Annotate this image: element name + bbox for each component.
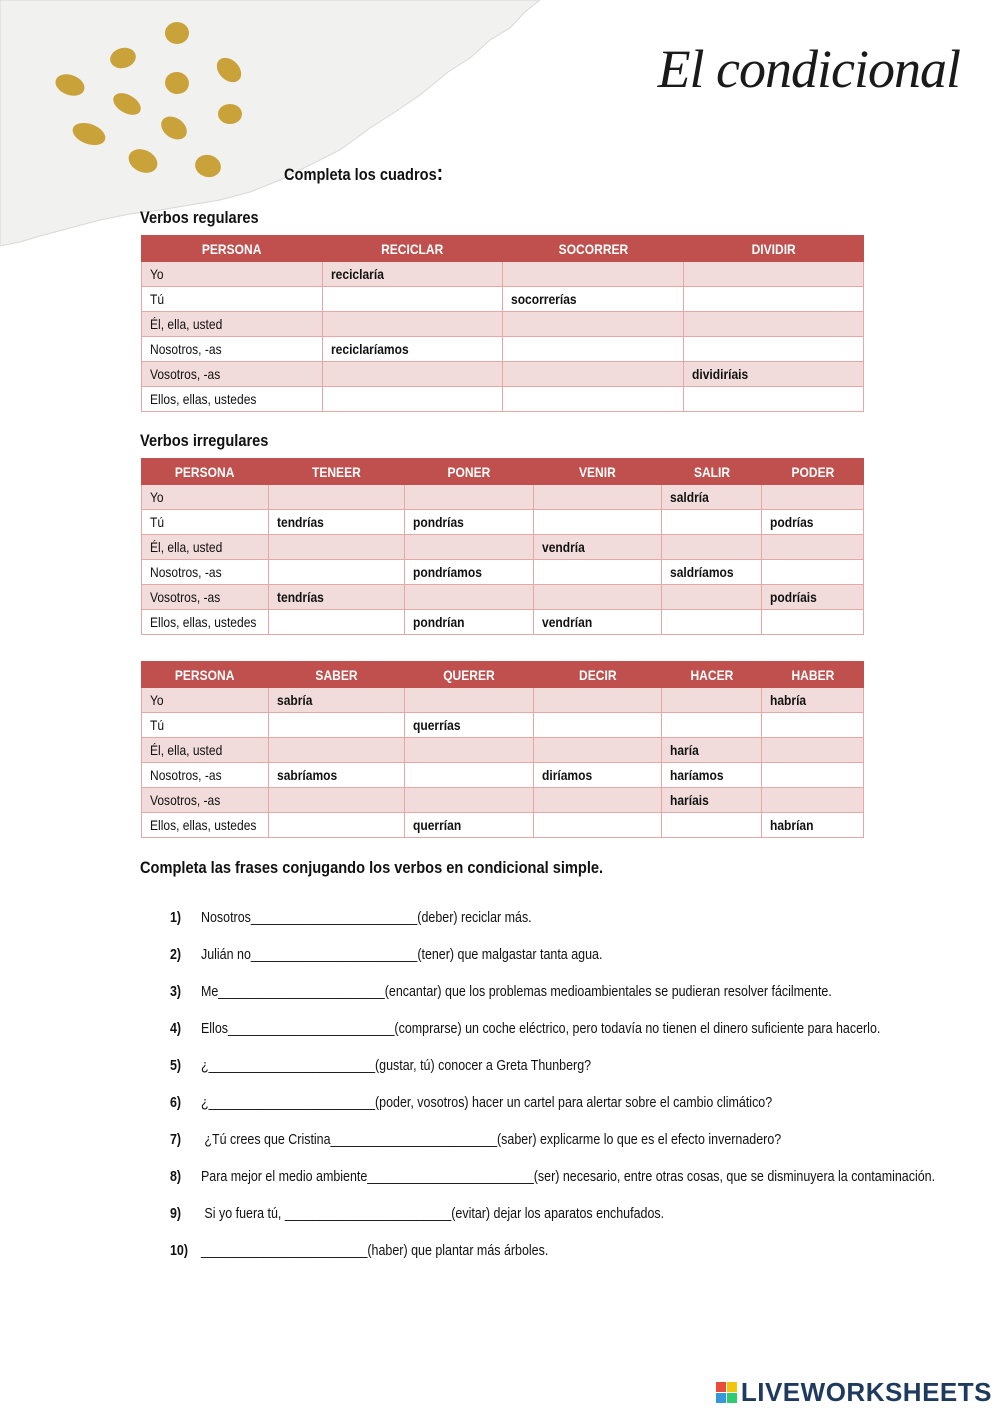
conjugation-cell[interactable] [534,535,662,560]
person-label: Él, ella, usted [150,539,223,555]
sentence-item[interactable] [170,947,602,963]
table-row [142,813,864,838]
section-title-regular: Verbos regulares [140,208,259,227]
conjugation-cell[interactable] [405,763,534,788]
person-cell [142,262,323,287]
conjugation-cell[interactable] [503,262,684,287]
table-row [142,560,864,585]
table-row [142,585,864,610]
conjugation-cell[interactable] [762,813,864,838]
table-row [142,535,864,560]
conjugation-answer: sabría [277,692,313,708]
sentence-text: Ellos________________________(comprarse) un coche eléctrico, pero todavía no tienen el dinero suficiente para hacerlo. [200,1021,881,1037]
conjugation-answer: podríais [770,589,817,605]
conjugation-cell[interactable] [684,387,864,412]
sentence-text: ¿________________________(gustar, tú) conocer a Greta Thunberg? [200,1058,592,1074]
column-header-label: SABER [315,666,358,683]
person-label: Tú [150,514,165,530]
conjugation-cell[interactable] [662,535,762,560]
conjugation-cell[interactable] [323,287,503,312]
person-cell [142,610,269,635]
conjugation-answer: haríais [670,792,709,808]
sentence-item[interactable] [170,1021,880,1037]
person-cell [142,312,323,337]
person-label: Él, ella, usted [150,316,223,332]
column-header-label: SOCORRER [558,240,628,257]
conjugation-cell[interactable] [405,813,534,838]
sentence-number: 4) [170,1021,182,1037]
conjugation-cell[interactable] [405,585,534,610]
conjugation-cell[interactable] [405,688,534,713]
conjugation-cell[interactable] [323,387,503,412]
conjugation-answer: saldría [670,489,709,505]
column-header [503,236,684,262]
regular-verbs-table [141,235,864,412]
sentence-text: Nosotros________________________(deber) reciclar más. [200,910,532,926]
conjugation-cell[interactable] [534,763,662,788]
conjugation-cell[interactable] [662,585,762,610]
conjugation-cell[interactable] [269,485,405,510]
conjugation-cell[interactable] [684,287,864,312]
table-row [142,312,864,337]
liveworksheets-logo-icon [716,1382,738,1404]
person-cell [142,763,269,788]
sentence-item[interactable] [170,1132,781,1148]
conjugation-cell[interactable] [269,713,405,738]
conjugation-answer: sabríamos [277,767,338,783]
conjugation-answer: tendrías [277,589,324,605]
column-header [762,662,864,688]
conjugation-cell[interactable] [762,763,864,788]
table-row [142,688,864,713]
sentence-text: Para mejor el medio ambiente________________________(ser) necesario, entre otras cosas, que se disminuyera la contaminación. [200,1169,936,1185]
sentence-number: 7) [170,1132,182,1148]
conjugation-answer: tendrías [277,514,324,530]
column-header [142,459,269,485]
irregular-verbs-table-2 [141,661,864,838]
conjugation-answer: pondríamos [413,564,482,580]
sentence-text: Me________________________(encantar) que los problemas medioambientales se pudieran resolver fácilmente. [200,984,832,1000]
person-label: Yo [150,692,164,708]
person-label: Ellos, ellas, ustedes [150,391,257,407]
table-row [142,738,864,763]
conjugation-answer: querrías [413,717,461,733]
table-row [142,788,864,813]
conjugation-answer: reciclaría [331,266,384,282]
person-label: Yo [150,489,164,505]
conjugation-cell[interactable] [662,485,762,510]
section-title-irregular: Verbos irregulares [140,431,269,450]
person-label: Ellos, ellas, ustedes [150,817,257,833]
conjugation-cell[interactable] [534,788,662,813]
instruction-colon: : [436,160,444,185]
conjugation-cell[interactable] [269,585,405,610]
sentence-number: 9) [170,1206,182,1222]
person-cell [142,560,269,585]
conjugation-cell[interactable] [662,713,762,738]
conjugation-cell[interactable] [684,362,864,387]
conjugation-cell[interactable] [662,738,762,763]
column-header-label: RECICLAR [381,240,444,257]
sentence-item[interactable] [170,910,532,926]
conjugation-cell[interactable] [762,788,864,813]
column-header-label: PERSONA [202,240,262,257]
conjugation-cell[interactable] [662,688,762,713]
table-row [142,510,864,535]
conjugation-answer: vendrían [542,614,593,630]
person-cell [142,510,269,535]
conjugation-cell[interactable] [503,362,684,387]
conjugation-answer: habría [770,692,807,708]
column-header [269,459,405,485]
conjugation-cell[interactable] [684,262,864,287]
conjugation-answer: vendría [542,539,585,555]
sentence-item[interactable] [170,1058,591,1074]
conjugation-cell[interactable] [405,510,534,535]
conjugation-cell[interactable] [503,312,684,337]
person-cell [142,387,323,412]
conjugation-cell[interactable] [662,763,762,788]
column-header [684,236,864,262]
conjugation-cell[interactable] [323,337,503,362]
liveworksheets-logo [716,1377,992,1408]
person-cell [142,813,269,838]
column-header-label: PODER [791,463,834,480]
conjugation-answer: haría [670,742,699,758]
column-header-label: QUERER [443,666,495,683]
person-cell [142,337,323,362]
table-row [142,713,864,738]
column-header-label: DIVIDIR [751,240,796,257]
conjugation-cell[interactable] [684,337,864,362]
conjugation-cell[interactable] [762,510,864,535]
person-label: Vosotros, -as [150,589,221,605]
person-label: Nosotros, -as [150,767,222,783]
conjugation-cell[interactable] [323,362,503,387]
irregular-verbs-table-1 [141,458,864,635]
conjugation-answer: dividiríais [692,366,749,382]
conjugation-cell[interactable] [662,560,762,585]
column-header-label: PONER [447,463,491,480]
conjugation-cell[interactable] [762,738,864,763]
person-cell [142,362,323,387]
conjugation-cell[interactable] [405,610,534,635]
conjugation-cell[interactable] [534,560,662,585]
column-header [662,459,762,485]
sentence-number: 3) [170,984,182,1000]
conjugation-cell[interactable] [762,610,864,635]
person-cell [142,485,269,510]
sentence-text: Si yo fuera tú, ________________________(evitar) dejar los aparatos enchufados. [200,1206,665,1222]
person-cell [142,585,269,610]
person-label: Él, ella, usted [150,742,223,758]
column-header-label: VENIR [579,463,616,480]
sentence-text: ¿________________________(poder, vosotros) hacer un cartel para alertar sobre el cambio climático? [200,1095,773,1111]
person-cell [142,738,269,763]
conjugation-cell[interactable] [269,510,405,535]
column-header-label: TENEER [312,463,361,480]
table-row [142,610,864,635]
column-header-label: PERSONA [175,666,235,683]
conjugation-answer: diríamos [542,767,593,783]
sentence-item[interactable] [170,1206,664,1222]
conjugation-cell[interactable] [405,560,534,585]
conjugation-cell[interactable] [503,387,684,412]
conjugation-cell[interactable] [503,287,684,312]
conjugation-cell[interactable] [405,788,534,813]
table-row [142,337,864,362]
conjugation-cell[interactable] [662,788,762,813]
conjugation-cell[interactable] [762,713,864,738]
table-row [142,362,864,387]
conjugation-cell[interactable] [269,788,405,813]
table-row [142,287,864,312]
sentence-number: 10) [170,1243,189,1259]
column-header [323,236,503,262]
conjugation-cell[interactable] [534,610,662,635]
column-header [662,662,762,688]
sentence-item[interactable] [170,1243,548,1259]
sentence-item[interactable] [170,984,832,1000]
column-header [405,662,534,688]
sentence-text: ¿Tú crees que Cristina________________________(saber) explicarme lo que es el efecto invernadero? [200,1132,782,1148]
conjugation-cell[interactable] [503,337,684,362]
person-label: Tú [150,291,165,307]
conjugation-cell[interactable] [534,713,662,738]
sentence-number: 8) [170,1169,182,1185]
conjugation-cell[interactable] [269,763,405,788]
person-label: Ellos, ellas, ustedes [150,614,257,630]
sentence-text: Julián no________________________(tener) que malgastar tanta agua. [200,947,603,963]
conjugation-answer: habrían [770,817,814,833]
conjugation-cell[interactable] [534,813,662,838]
person-label: Vosotros, -as [150,366,221,382]
conjugation-answer: reciclaríamos [331,341,409,357]
exercise-title: Completa las frases conjugando los verbos en condicional simple. [140,858,604,877]
column-header [269,662,405,688]
conjugation-cell[interactable] [662,510,762,535]
conjugation-cell[interactable] [405,535,534,560]
column-header-label: HABER [791,666,834,683]
table-row [142,387,864,412]
person-cell [142,788,269,813]
conjugation-answer: socorrerías [511,291,577,307]
person-label: Yo [150,266,164,282]
table-row [142,763,864,788]
sentence-number: 6) [170,1095,182,1111]
conjugation-cell[interactable] [762,535,864,560]
person-cell [142,713,269,738]
conjugation-cell[interactable] [405,713,534,738]
table-header-row [142,662,864,688]
conjugation-cell[interactable] [762,485,864,510]
column-header [762,459,864,485]
conjugation-cell[interactable] [534,688,662,713]
person-label: Nosotros, -as [150,564,222,580]
conjugation-cell[interactable] [269,560,405,585]
conjugation-cell[interactable] [323,262,503,287]
conjugation-cell[interactable] [269,535,405,560]
conjugation-cell[interactable] [662,610,762,635]
conjugation-cell[interactable] [534,485,662,510]
column-header [405,459,534,485]
conjugation-answer: pondrías [413,514,464,530]
instruction-heading [284,160,443,186]
conjugation-cell[interactable] [534,510,662,535]
conjugation-cell[interactable] [405,485,534,510]
sentence-number: 1) [170,910,182,926]
conjugation-cell[interactable] [762,585,864,610]
instruction-text: Completa los cuadros [284,165,437,184]
conjugation-answer: podrías [770,514,814,530]
conjugation-cell[interactable] [269,738,405,763]
conjugation-answer: saldríamos [670,564,734,580]
sentence-item[interactable] [170,1095,772,1111]
conjugation-cell[interactable] [269,610,405,635]
page-title: El condicional [657,39,960,99]
column-header [142,662,269,688]
conjugation-cell[interactable] [662,813,762,838]
conjugation-cell[interactable] [269,688,405,713]
column-header-label: HACER [690,666,733,683]
column-header-label: SALIR [693,463,730,480]
conjugation-answer: haríamos [670,767,724,783]
person-cell [142,287,323,312]
column-header-label: DECIR [578,666,617,683]
sentence-text: ________________________(haber) que plantar más árboles. [200,1243,549,1259]
table-header-row [142,459,864,485]
conjugation-cell[interactable] [269,813,405,838]
sentence-number: 5) [170,1058,182,1074]
conjugation-cell[interactable] [684,312,864,337]
conjugation-cell[interactable] [762,560,864,585]
sentence-number: 2) [170,947,182,963]
person-label: Tú [150,717,165,733]
column-header [534,459,662,485]
person-label: Nosotros, -as [150,341,222,357]
table-header-row [142,236,864,262]
sentence-item[interactable] [170,1169,935,1185]
column-header [142,236,323,262]
person-cell [142,535,269,560]
table-row [142,262,864,287]
conjugation-cell[interactable] [405,738,534,763]
conjugation-answer: pondrían [413,614,465,630]
person-label: Vosotros, -as [150,792,221,808]
column-header-label: PERSONA [175,463,235,480]
conjugation-answer: querrían [413,817,462,833]
conjugation-cell[interactable] [534,738,662,763]
conjugation-cell[interactable] [323,312,503,337]
person-cell [142,688,269,713]
conjugation-cell[interactable] [534,585,662,610]
table-row [142,485,864,510]
liveworksheets-logo-text: LIVEWORKSHEETS [740,1377,992,1407]
conjugation-cell[interactable] [762,688,864,713]
column-header [534,662,662,688]
